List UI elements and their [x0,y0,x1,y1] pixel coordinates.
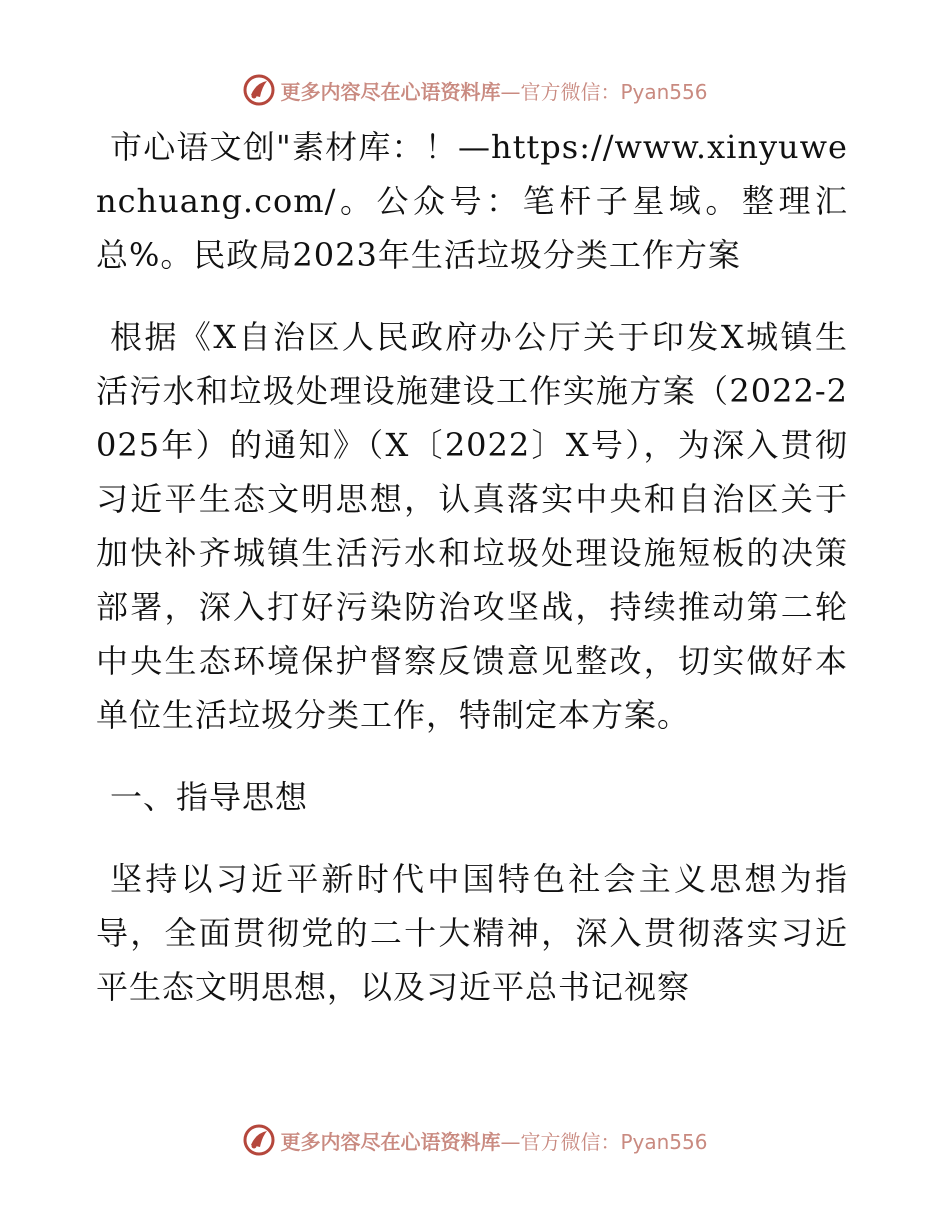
document-body [96,120,848,1042]
watermark-separator: — [500,1129,521,1154]
brand-logo-icon [242,1123,276,1157]
brand-logo-icon [242,73,276,107]
section-heading-guiding-thought: 一、指导思想 [110,778,309,816]
watermark-separator: — [500,79,521,104]
document-intro-paragraph: 根据《X自治区人民政府办公厅关于印发X城镇生活污水和垃圾处理设施建设工作实施方案（2022-2025年）的通知》（X〔2022〕X号），为深入贯彻习近平生态文明思想，认真落实中央和自治区关于加快补齐城镇生活污水和垃圾处理设施短板的决策部署，深入打好污染防治攻坚战，持续推动第二轮中央生态环境保护督察反馈意见整改，切实做好本单位生活垃圾分类工作，特制定本方案。 [96,318,848,734]
watermark-text [280,76,707,105]
watermark-banner-bottom [0,1120,950,1160]
watermark-contact: 官方微信：Pyan556 [520,1129,708,1154]
watermark-brand: 更多内容尽在心语资料库 [280,1129,501,1154]
watermark-brand: 更多内容尽在心语资料库 [280,79,501,104]
watermark-banner-top [0,70,950,110]
document-body-paragraph: 坚持以习近平新时代中国特色社会主义思想为指导，全面贯彻党的二十大精神，深入贯彻落实习近平生态文明思想，以及习近平总书记视察 [96,860,848,1006]
watermark-contact: 官方微信：Pyan556 [520,79,708,104]
watermark-text [280,1126,707,1155]
document-header-paragraph: 市心语文创"素材库：！—https://www.xinyuwenchuang.com/。公众号：笔杆子星域。整理汇总%。民政局2023年生活垃圾分类工作方案 [96,128,848,274]
